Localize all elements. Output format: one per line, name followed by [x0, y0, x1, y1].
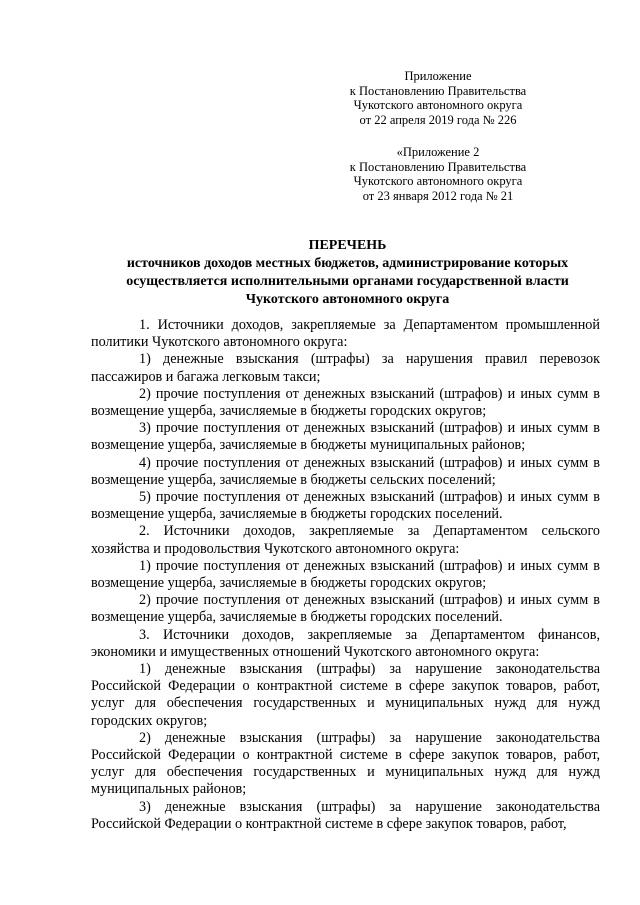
appendix-line: от 23 января 2012 года № 21 — [362, 188, 514, 203]
list-item-paragraph: 2) денежные взыскания (штрафы) за нарушение законодательства Российской Федерации о контрактной системе в сфере закупок товаров, работ, услуг для обеспечения государственных и муниципальных нужд для нужд муниципальных районов; — [91, 729, 600, 798]
list-item-paragraph: 4) прочие поступления от денежных взысканий (штрафов) и иных сумм в возмещение ущерба, зачисляемые в бюджеты сельских поселений; — [91, 454, 600, 488]
appendix-line: к Постановлению Правительства — [349, 83, 527, 98]
list-item-paragraph: 3) прочие поступления от денежных взысканий (штрафов) и иных сумм в возмещение ущерба, зачисляемые в бюджеты муниципальных районов; — [91, 420, 600, 454]
appendix-line: Чукотского автономного округа — [353, 98, 523, 112]
appendix-line: «Приложение 2 — [396, 145, 480, 159]
section-paragraph: 1. Источники доходов, закрепляемые за Департаментом промышленной политики Чукотского автономного округа: — [91, 317, 600, 351]
appendix-header-original — [323, 145, 553, 203]
title-heading: ПЕРЕЧЕНЬ — [308, 238, 387, 253]
appendix-line: к Постановлению Правительства — [349, 159, 527, 174]
list-item-paragraph: 2) прочие поступления от денежных взысканий (штрафов) и иных сумм в возмещение ущерба, зачисляемые в бюджеты городских поселений. — [91, 592, 600, 626]
title-subtitle-line: осуществляется исполнительными органами государственной власти — [126, 274, 569, 289]
appendix-header-current — [323, 69, 553, 127]
list-item-paragraph: 3) денежные взыскания (штрафы) за нарушение законодательства Российской Федерации о контрактной системе в сфере закупок товаров, работ, — [91, 798, 600, 832]
document-body — [91, 317, 600, 833]
list-item-paragraph: 1) денежные взыскания (штрафы) за нарушение законодательства Российской Федерации о контрактной системе в сфере закупок товаров, работ, услуг для обеспечения государственных и муниципальных нужд для нужд городских округов; — [91, 661, 600, 729]
appendix-line: Чукотского автономного округа — [353, 174, 523, 188]
title-subtitle-line: Чукотского автономного округа — [245, 292, 450, 307]
list-item-paragraph: 1) денежные взыскания (штрафы) за нарушения правил перевозок пассажиров и багажа легковым такси; — [91, 351, 600, 385]
section-paragraph: 3. Источники доходов, закрепляемые за Департаментом финансов, экономики и имущественных отношений Чукотского автономного округа: — [91, 626, 600, 660]
appendix-line: Приложение — [404, 69, 472, 83]
title-subtitle-line: источников доходов местных бюджетов, администрирование которых — [126, 256, 569, 271]
section-paragraph: 2. Источники доходов, закрепляемые за Департаментом сельского хозяйства и продовольствия Чукотского автономного округа: — [91, 523, 600, 557]
list-item-paragraph: 1) прочие поступления от денежных взысканий (штрафов) и иных сумм в возмещение ущерба, зачисляемые в бюджеты городских округов; — [91, 557, 600, 592]
list-item-paragraph: 5) прочие поступления от денежных взысканий (штрафов) и иных сумм в возмещение ущерба, зачисляемые в бюджеты городских поселений. — [91, 489, 600, 523]
list-item-paragraph: 2) прочие поступления от денежных взысканий (штрафов) и иных сумм в возмещение ущерба, зачисляемые в бюджеты городских округов; — [91, 385, 600, 420]
document-title — [95, 237, 600, 309]
appendix-line: от 22 апреля 2019 года № 226 — [359, 112, 517, 127]
